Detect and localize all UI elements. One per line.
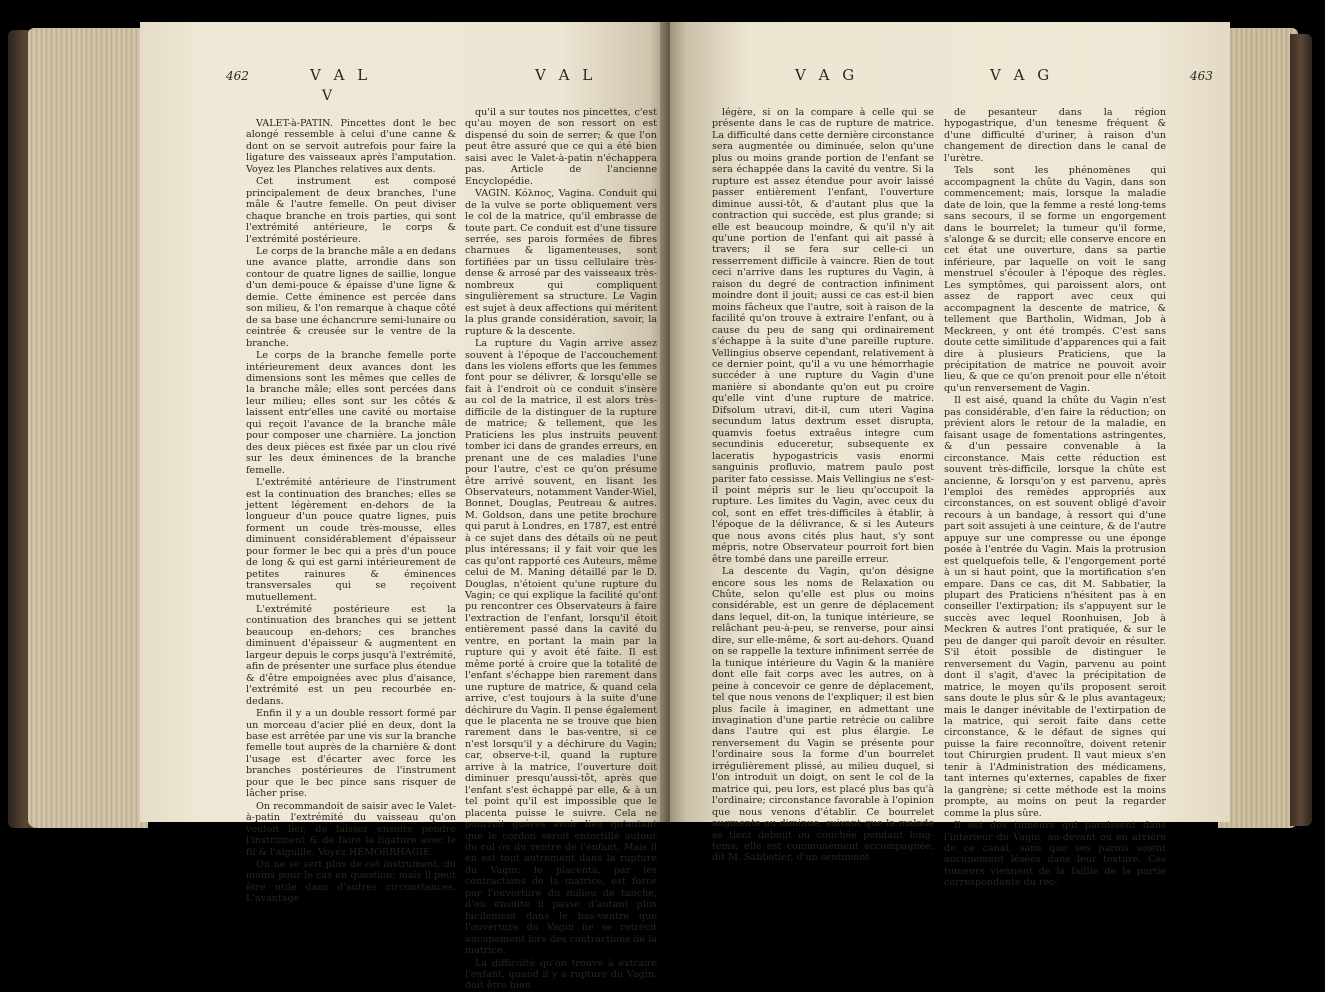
paragraph: de pesanteur dans la région hypogastrique, d'un tenesme fréquent & d'une difficulté d'uriner, à raison d'un changement de direction dans le canal de l'urètre. (944, 107, 1166, 164)
left-page (140, 22, 665, 992)
paragraph: La descente du Vagin, qu'on désigne encore sous les noms de Relaxation ou Chûte, selon qu'elle est plus ou moins considérable, est un genre de déplacement dans lequel, dit-on, la tunique intérieure, se relâchant peu-à-peu, se renverse, pour ainsi dire, sur elle-même, & sort au-dehors. Quand on se rappelle la texture infiniment serrée de la tunique intérieure du Vagin & la manière dont elle fait corps avec les autres, on à peine à concevoir ce genre de déplacement, tel que nous venons de l'expliquer; il est bien plus facile à imaginer, en admettant une invagination d'une partie retrécie ou calibre dans l'autre qui est plus élargie. Le renversement du Vagin se présente pour l'ordinaire sous la forme d'un bourrelet irrégulièrement plissé, au milieu duquel, si l'on introduit un doigt, on sent le col de la matrice qui, peu lors, est placé plus bas qu'à l'ordinaire; circonstance favorable à l'opinion que nous venons d'établir. Ce bourrelet augmente ou diminue, suivant que la malade se tient debout ou couchée pendant long-tems; elle est communément accompagnée, dit M. Sabbatier, d'un sentiment (712, 566, 934, 864)
folio-right: 463 (1190, 69, 1213, 83)
right-page-column-2 (944, 107, 1166, 889)
paragraph: VAGIN. Κόλπος, Vagina. Conduit qui de la vulve se porte obliquement vers le col de la matrice, qu'il embrasse de toute part. Ce conduit est d'une tissure serrée, ses parois formées de fibres charnues & ligamenteuses, sont fortifiées par un tissu cellulaire très-dense & arrosé par des vaisseaux très-nombreux qui compliquent singulièrement sa structure. Le Vagin est sujet à deux affections qui méritent la plus grande considération, savoir, la rupture & la descente. (465, 188, 657, 337)
paragraph: légère, si on la compare à celle qui se présente dans le cas de rupture de matrice. La difficulté dans cette dernière circonstance sera augmentée ou diminuée, selon qu'une plus ou moins grande portion de l'enfant se sera échappée dans la cavité du ventre. Si la rupture est assez étendue pour avoir laissé passer entièrement l'enfant, l'ouverture diminue aussi-tôt, & d'autant plus que la contraction qui succède, est plus grande; si elle est beaucoup moindre, & qu'il n'y ait qu'une portion de l'enfant qui ait passé à travers; il se fera sur celle-ci un resserrement difficile à vaincre. Rien de tout ceci n'arrive dans les ruptures du Vagin, à raison du degré de contraction infiniment moindre dont il jouit; aussi ce cas est-il bien moins fâcheux que l'autre, soit à raison de la facilité qu'on trouve à extraire l'enfant, ou à cause du peu de sang qui ordinairement s'échappe à la suite d'une pareille rupture. Vellingius observe cependant, relativement à ce dernier point, qu'il a vu une hémorrhagie succéder à une rupture du Vagin d'une manière si abondante qu'on eut pu croire qu'elle vint d'une rupture de matrice. Difsolum utravi, dit-il, cum uteri Vagina secundum latus dextrum esset disrupta, quamvis foetus extraêus integre cum secundinis educeretur, subsequente ex laceratis hypogastricis vasis enormi sanguinis profluvio, matrem paulo post pariter fato cessisse. Mais Vellingius ne s'est-il point mépris sur le lieu qu'occupoit la rupture. Les limites du Vagin, avec ceux du col, sont en effet très-difficiles à établir, à l'époque de la délivrance, & si les Auteurs que nous avons cités plus haut, s'y sont mépris, notre Observateur pourroit fort bien être tombé dans une pareille erreur. (712, 107, 934, 565)
running-head-right-col1: V A G (795, 66, 859, 84)
paragraph: Tels sont les phénomènes qui accompagnent la chûte du Vagin, dans son commencement; mais, lorsque la maladie date de loin, que la femme a resté long-tems sans secours, il se forme un engorgement dans le bourrelet; la tumeur qu'il forme, s'alonge & se durcit; elle conserve encore en cet état une ouverture, dans sa partie inférieure, par laquelle on voit le sang menstruel s'écouler à l'époque des règles. Les symptômes, qui paroissent alors, ont assez de rapport avec ceux qui accompagnent la descente de matrice, & tellement que Bartholin, Widman, Job à Meckreen, y ont été trompés. C'est sans doute cette similitude d'apparences qui a fait dire à plusieurs Praticiens, que la précipitation de matrice ne pouvoit avoir lieu, & que ce qu'on prenoit pour elle n'étoit qu'un renversement de Vagin. (944, 165, 1166, 394)
paragraph: Cet instrument est composé principalement de deux branches, l'une mâle & l'autre femelle. On peut diviser chaque branche en trois parties, qui sont l'extrémité antérieure, le corps & l'extrémité postérieure. (246, 176, 456, 245)
paragraph: Il est des tumeurs qui paroissent dans l'intérieur du Vagin, au-devant ou en arrière de ce canal, sans que ses parois soient aucunement lésées dans leur texture. Ces tumeurs viennent de la faillie de la partie correspondante du rec- (944, 820, 1166, 889)
running-head-left-col1: V A L (310, 66, 372, 84)
paragraph: Enfin il y a un double ressort formé par un morceau d'acier plié en deux, dont la base est arrêtée par une vis sur la branche femelle tout auprès de la charnière & dont l'usage est d'écarter avec force les branches postérieures de l'instrument pour que le bec pince sans risquer de lâcher prise. (246, 708, 456, 800)
running-head-left-col2: V A L (535, 66, 597, 84)
paragraph: On recommandoit de saisir avec le Valet-à-patin l'extrémité du vaisseau qu'on vouloit lier, de laisser ensuite pendre l'instrument & de faire la ligature avec le fil & l'aiguille. Voyez HÉMORRHAGIE. (246, 800, 456, 858)
paragraph: Le corps de la branche mâle a en dedans une avance platte, arrondie dans son contour de quatre lignes de saillie, longue d'un demi-pouce & épaisse d'une ligne & demie. Cette éminence est percée dans son milieu, & l'on remarque à chaque côté de sa base une échancrure semi-lunaire ou ceintrée & creusée sur le ventre de la branche. (246, 245, 456, 349)
right-page-column-1 (712, 107, 934, 864)
right-page (670, 22, 1230, 889)
paragraph: L'extrémité postérieure est la continuation des branches qui se jettent beaucoup en-dehors; ces branches diminuent d'épaisseur & augmentent en largeur depuis le corps jusqu'à l'extrémité, afin de présenter une surface plus étendue & d'être empoignées avec plus d'aisance, l'extrémité est un peu recourbée en-dedans. (246, 604, 456, 707)
paragraph: Le corps de la branche femelle porte intérieurement deux avances dont les dimensions sont les mêmes que celles de la branche mâle; elles sont percées dans leur milieu; elles sont sur les côtés & laissent entr'elles une cavité ou mortaise qui reçoit l'avance de la branche mâle pour composer une charnière. La jonction des deux pièces est fixée par un clou rivé sur les deux éminences de la branche femelle. (246, 350, 456, 476)
section-letter: V (322, 88, 333, 104)
paragraph: La rupture du Vagin arrive assez souvent à l'époque de l'accouchement dans les violens efforts que les femmes font pour se délivrer, & lorsqu'elle se fait à l'endroit où ce conduit s'insère au col de la matrice, il est alors très-difficile de la distinguer de la rupture de matrice; & tellement, que les Praticiens les plus instruits peuvent tomber ici dans de grandes erreurs, en prenant une de ces maladies l'une pour l'autre, c'est ce qu'on présume être arrivé souvent, en lisant les Observateurs, notamment Vander-Wiel, Bonnet, Douglas, Peutreau & autres. M. Goldson, dans une petite brochure qui parut à Londres, en 1787, est entré à ce sujet dans des détails où ne peut plus intéressans; il y fait voir que les cas qu'ont rapporté ces Auteurs, même celui de M. Maning détaillé par le D. Douglas, n'étoient qu'une rupture du Vagin; ce qui explique la facilité qu'ont pu rencontrer ces Observateurs à faire l'extraction de l'enfant, lorsqu'il étoit entièrement passé dans la cavité du ventre, en portant la main par la rupture qui y avoit été faite. Il est même porté à croire que la totalité de l'enfant s'échappe bien rarement dans une rupture de matrice, & quand cela arrive, c'est toujours à la suite d'une déchirure du Vagin. Il pense également que le placenta ne se trouve que bien rarement dans le bas-ventre, si ce n'est lorsqu'il y a déchirure du Vagin; car, observe-t-il, quand la rupture arrive à la matrice, l'ouverture doit diminuer presqu'aussi-tôt, après que l'enfant s'est échappé par elle, & à un tel point qu'il est impossible que le placenta puisse le suivre. Cela ne pourroit guères avoir lieu qu'autant que le cordon seroit entortillé autour du col ou du ventre de l'enfant. Mais il en est tout autrement dans la rupture du Vagin; le placenta, par les contractions de la matrice, est forcé par l'ouverture du milieu de tanche, d'où ensuite il passe d'autant plus facilement dans le bas-ventre que l'ouverture du Vagin ne se retrécit aucunement lors des contractions de la matrice. (465, 338, 657, 957)
paragraph: Il est aisé, quand la chûte du Vagin n'est pas considérable, d'en faire la réduction; on prévient alors le retour de la maladie, en faisant usage de fomentations astringentes, & d'un pessaire convenable à la circonstance. Mais cette réduction est souvent très-difficile, lorsque la chûte est ancienne, & lorsqu'on y est parvenu, après l'emploi des remèdes appropriés aux circonstances, on est souvent obligé d'avoir recours à un bandage, à ressort qui d'une part soit assujeti à une ceinture, & de l'autre appuye sur une compresse ou une éponge posée à l'entrée du Vagin. Mais la protrusion est quelquefois telle, & l'engorgement porté à un si haut point, que la mortification s'en empare. Dans ce cas, dit M. Sabbatier, la plupart des Praticiens n'hésitent pas à en conseiller l'extirpation; ils s'appuyent sur le succès avec lequel Roonhuisen, Job à Meckren & autres l'ont pratiquée, & sur le peu de danger qui paroît devoir en résulter. S'il étoit possible de distinguer le renversement du Vagin, parvenu au point dont il s'agit, d'avec la précipitation de matrice, le moyen qu'ils proposent seroit sans doute le plus sûr & le plus avantageux; mais le danger inévitable de l'extirpation de la matrice, qui seroit faite dans cette circonstance, & le défaut de signes qui puisse la faire reconnoître, doivent retenir tout Chirurgien prudent. Il vaut mieux s'en tenir à l'Administration des médicamens, tant internes qu'externes, capables de fixer la gangrène; si cette méthode est la moins prompte, au moins on peut la regarder comme la plus sûre. (944, 395, 1166, 819)
paragraph: qu'il a sur toutes nos pincettes, c'est qu'au moyen de son ressort on est dispensé du soin de serrer; & que l'on peut être assuré que ce qui a été bien saisi avec le Valet-à-patin n'échappera pas. Article de l'ancienne Encyclopédie. (465, 107, 657, 187)
right-page-stack (1218, 28, 1298, 828)
paragraph: La difficulté qu'on trouve à extraire l'enfant, quand il y a rupture du Vagin, doit être bien (465, 957, 657, 992)
paragraph: L'extrémité antérieure de l'instrument est la continuation des branches; elles se jettent légèrement en-dehors de la longueur d'un pouce quatre lignes, puis forment un coude très-mousse, elles diminuent considérablement d'épaisseur pour former le bec qui a près d'un pouce de long & qui est garni intérieurement de petites rainures & éminences transversales qui se reçoivent mutuellement. (246, 477, 456, 603)
paragraph: VALET-à-PATIN. Pincettes dont le bec alongé ressemble à celui d'une canne & dont on se servoit autrefois pour faire la ligature des vaisseaux après l'amputation. Voyez les Planches relatives aux dents. (246, 118, 456, 175)
paragraph: On ne se sert plus de cet instrument, du moins pour le cas en question; mais il peut être utile dans d'autres circonstances. L'avantage (246, 859, 456, 905)
running-head-right-col2: V A G (990, 66, 1054, 84)
right-cover-edge (1290, 34, 1312, 826)
left-page-stack (28, 28, 148, 828)
left-page-column-2 (465, 107, 657, 992)
left-page-column-1 (246, 118, 456, 905)
folio-left: 462 (226, 69, 249, 83)
